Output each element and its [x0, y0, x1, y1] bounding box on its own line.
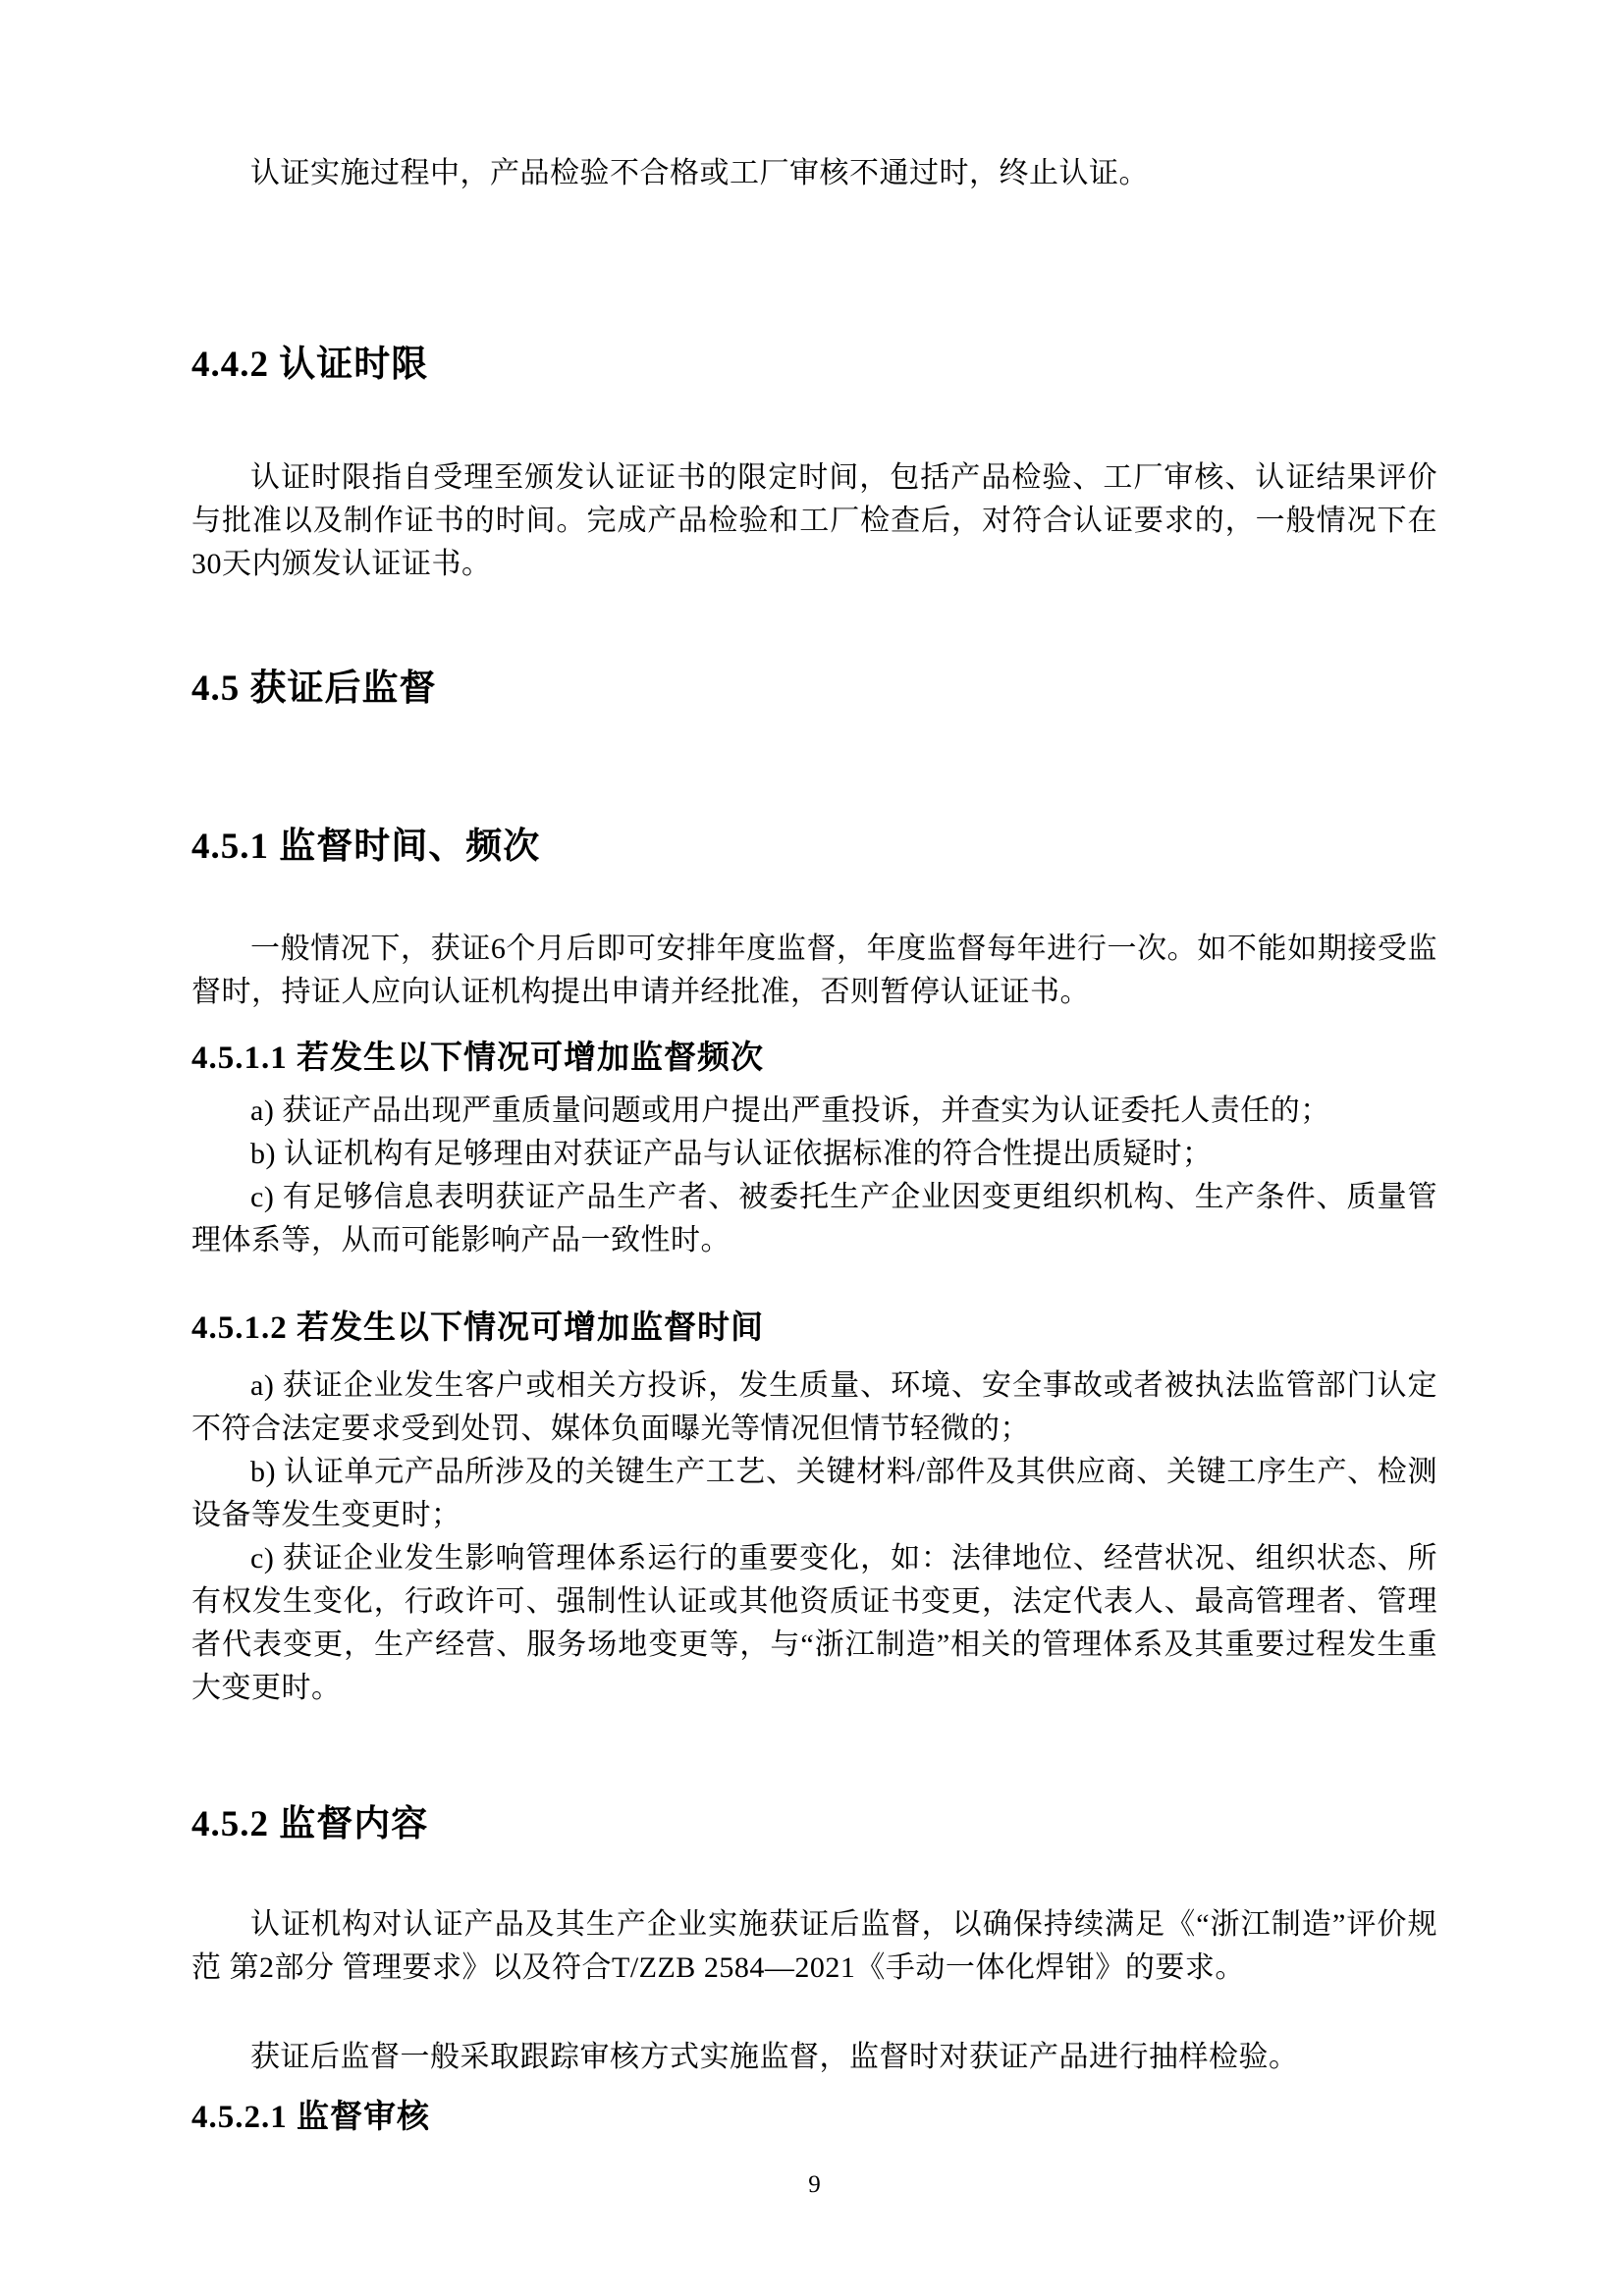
heading-4-5-1-2: 4.5.1.2 若发生以下情况可增加监督时间	[191, 1310, 764, 1346]
page-number: 9	[808, 2171, 821, 2198]
list-item-4512-b: b) 认证单元产品所涉及的关键生产工艺、关键材料/部件及其供应商、关键工序生产、检测设备等发生变更时；	[191, 1456, 1437, 1531]
heading-4-5-1: 4.5.1 监督时间、频次	[191, 827, 541, 867]
heading-4-4-2: 4.4.2 认证时限	[191, 345, 429, 385]
heading-4-5-2: 4.5.2 监督内容	[191, 1804, 429, 1844]
heading-4-5-2-1: 4.5.2.1 监督审核	[191, 2100, 430, 2135]
paragraph-4-5-2-second: 获证后监督一般采取跟踪审核方式实施监督，监督时对获证产品进行抽样检验。	[250, 2041, 1299, 2073]
list-item-4512-c: c) 获证企业发生影响管理体系运行的重要变化，如：法律地位、经营状况、组织状态、所有权发生变化，行政许可、强制性认证或其他资质证书变更，法定代表人、最高管理者、管理者代表变更，生产经营、服务场地变更等，与“浙江制造”相关的管理体系及其重要过程发生重大变更时。	[191, 1542, 1437, 1704]
paragraph-4-5-1: 一般情况下，获证6个月后即可安排年度监督，年度监督每年进行一次。如不能如期接受监督时，持证人应向认证机构提出申请并经批准，否则暂停认证证书。	[191, 933, 1437, 1008]
list-item-4512-a: a) 获证企业发生客户或相关方投诉，发生质量、环境、安全事故或者被执法监管部门认定不符合法定要求受到处罚、媒体负面曝光等情况但情节轻微的；	[191, 1369, 1437, 1445]
paragraph-4-5-2-first: 认证机构对认证产品及其生产企业实施获证后监督，以确保持续满足《“浙江制造”评价规范 第2部分 管理要求》以及符合T/ZZB 2584—2021《手动一体化焊钳》的要求。	[191, 1908, 1437, 1984]
heading-4-5: 4.5 获证后监督	[191, 668, 437, 709]
list-item-4511-c: c) 有足够信息表明获证产品生产者、被委托生产企业因变更组织机构、生产条件、质量管理体系等，从而可能影响产品一致性时。	[191, 1181, 1437, 1256]
intro-paragraph: 认证实施过程中，产品检验不合格或工厂审核不通过时，终止认证。	[250, 157, 1149, 189]
heading-4-5-1-1: 4.5.1.1 若发生以下情况可增加监督频次	[191, 1041, 764, 1076]
list-item-4511-b: b) 认证机构有足够理由对获证产品与认证依据标准的符合性提出质疑时；	[250, 1138, 1213, 1170]
list-item-4511-a: a) 获证产品出现严重质量问题或用户提出严重投诉，并查实为认证委托人责任的；	[250, 1095, 1330, 1127]
paragraph-4-4-2: 认证时限指自受理至颁发认证证书的限定时间，包括产品检验、工厂审核、认证结果评价与批准以及制作证书的时间。完成产品检验和工厂检查后，对符合认证要求的，一般情况下在30天内颁发认证证书。	[191, 461, 1437, 580]
